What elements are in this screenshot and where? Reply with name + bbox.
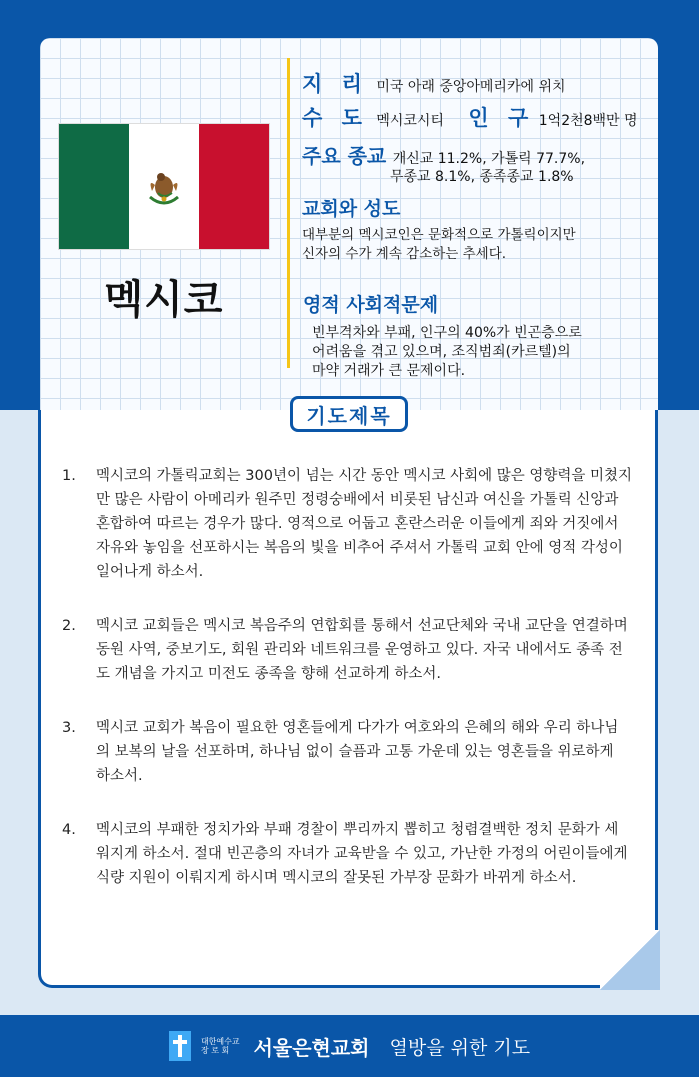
capital-label: 수 도 <box>302 106 368 130</box>
prayer-text: 멕시코 교회들은 멕시코 복음주의 연합회를 통해서 선교단체와 국내 교단을 연결하며 동원 사역, 중보기도, 회원 관리와 네트워크를 운영하고 있다. 자국 내에서도 종족 전도 개념을 가지고 미전도 종족을 향해 선교하게 하소서. <box>96 618 628 682</box>
cross-icon <box>169 1031 191 1061</box>
social-section-title: 영적 사회적문제 <box>303 294 439 316</box>
prayer-item <box>62 464 642 584</box>
flag-white-stripe <box>129 124 199 249</box>
page-fold-corner <box>600 930 660 990</box>
prayer-text: 멕시코의 가톨릭교회는 300년이 넘는 시간 동안 멕시코 사회에 많은 영향력을 미쳤지만 많은 사람이 아메리카 원주민 정령숭배에서 비롯된 남신과 여신을 가톨릭 신앙과 혼합하여 따르는 경우가 많다. 영적으로 어둡고 혼란스러운 이들에게 죄와 거짓에서 자유와 놓임을 선포하시는 복음의 빛을 비추어 주셔서 가톨릭 교회 안에 영적 각성이 일어나게 하소서. <box>96 468 632 580</box>
prayer-item <box>62 614 642 686</box>
population-value: 1억2천8백만 명 <box>538 113 638 129</box>
geography-value: 미국 아래 중앙아메리카에 위치 <box>376 79 566 95</box>
church-section-body <box>302 226 642 264</box>
religion-row <box>302 140 585 169</box>
social-line2: 어려움을 겪고 있으며, 조직범죄(카르텔)의 <box>312 344 571 360</box>
mexico-flag <box>58 123 270 250</box>
church-name: 서울은현교회 <box>253 1035 370 1060</box>
yellow-divider <box>287 58 290 368</box>
church-section-title: 교회와 성도 <box>302 198 401 220</box>
social-line1: 빈부격차와 부패, 인구의 40%가 빈곤층으로 <box>312 325 582 341</box>
prayer-text: 멕시코의 부패한 정치가와 부패 경찰이 뿌리까지 뽑히고 청렴결백한 정치 문화가 세워지게 하소서. 절대 빈곤층의 자녀가 교육받을 수 있고, 가난한 가정의 어린이들에게 식량 지원이 이뤄지게 하시며 멕시코의 잘못된 가부장 문화가 바뀌게 하소서. <box>96 822 628 886</box>
church-logo <box>169 1031 191 1061</box>
denomination-label <box>201 1037 240 1055</box>
prayer-number: 2. <box>62 618 76 634</box>
geography-row <box>302 68 566 98</box>
religion-label: 주요 종교 <box>302 144 387 168</box>
denomination-top: 대한예수교 <box>200 1037 240 1046</box>
prayer-list <box>62 464 642 920</box>
capital-row <box>302 102 638 132</box>
prayer-item <box>62 716 642 788</box>
social-section-body <box>312 324 652 381</box>
capital-value: 멕시코시티 <box>376 113 444 129</box>
religion-line1: 개신교 11.2%, 가톨릭 77.7%, <box>392 151 586 167</box>
prayer-number: 3. <box>62 720 76 736</box>
denomination-bottom: 장 로 회 <box>200 1046 230 1055</box>
prayer-item <box>62 818 642 890</box>
prayer-number: 4. <box>62 822 76 838</box>
prayer-title-badge: 기도제목 <box>290 396 408 432</box>
church-line2: 신자의 수가 계속 감소하는 추세다. <box>302 246 507 262</box>
population-label: 인 구 <box>468 106 535 130</box>
flag-red-stripe <box>199 124 269 249</box>
footer-tagline: 열방을 위한 기도 <box>389 1036 531 1059</box>
eagle-emblem-icon <box>140 163 188 211</box>
religion-line2: 무종교 8.1%, 종족종교 1.8% <box>390 169 574 185</box>
geography-label: 지 리 <box>302 72 368 96</box>
footer-bar <box>0 1015 699 1077</box>
country-name: 멕시코 <box>104 277 224 323</box>
prayer-text: 멕시코 교회가 복음이 필요한 영혼들에게 다가가 여호와의 은혜의 해와 우리 하나님의 보복의 날을 선포하며, 하나님 없이 슬픔과 고통 가운데 있는 영혼들을 위로하게 하소서. <box>96 720 619 784</box>
prayer-number: 1. <box>62 468 76 484</box>
social-line3: 마약 거래가 큰 문제이다. <box>312 363 466 379</box>
church-line1: 대부분의 멕시코인은 문화적으로 가톨릭이지만 <box>302 227 576 243</box>
flag-green-stripe <box>59 124 129 249</box>
